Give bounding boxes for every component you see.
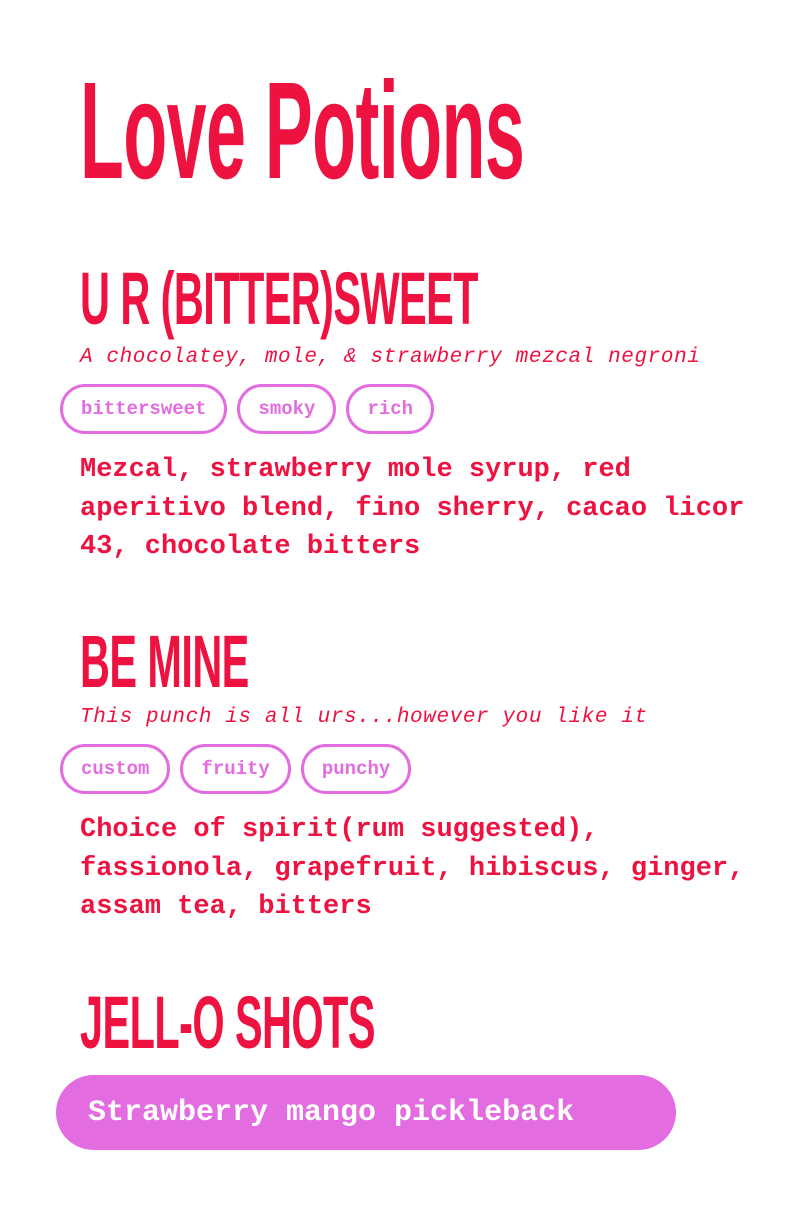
flavor-tag: rich xyxy=(346,384,434,434)
drink-title-be-mine: BE MINE xyxy=(80,620,249,703)
drink-description: A chocolatey, mole, & strawberry mezcal negroni xyxy=(80,346,701,369)
flavor-tags xyxy=(60,384,434,434)
drink-description: This punch is all urs...however you like it xyxy=(80,706,648,729)
drink-ingredients: Choice of spirit(rum suggested), fassionola, grapefruit, hibiscus, ginger, assam tea, bitters xyxy=(80,815,745,922)
flavor-tag: punchy xyxy=(301,744,411,794)
menu-title: Love Potions xyxy=(80,54,525,208)
jello-shots-title: JELL-O SHOTS xyxy=(80,981,375,1064)
flavor-tag: custom xyxy=(60,744,170,794)
flavor-tag: smoky xyxy=(237,384,336,434)
flavor-tags xyxy=(60,744,411,794)
jello-shot-flavor-badge: Strawberry mango pickleback xyxy=(56,1075,676,1150)
drink-ingredients: Mezcal, strawberry mole syrup, red aperitivo blend, fino sherry, cacao licor 43, chocolate bitters xyxy=(80,455,745,562)
flavor-tag: bittersweet xyxy=(60,384,227,434)
drink-title-bittersweet: U R (BITTER)SWEET xyxy=(80,257,478,340)
flavor-tag: fruity xyxy=(180,744,290,794)
